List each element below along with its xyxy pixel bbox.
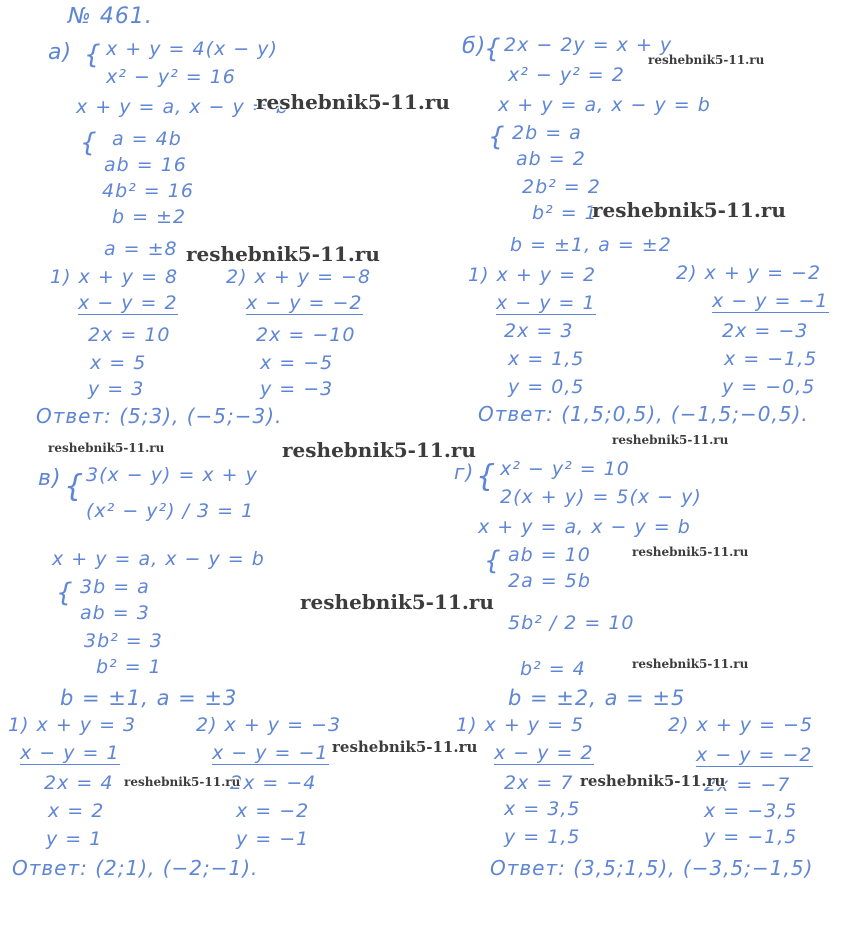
equation: y = 0,5: [508, 376, 585, 398]
equation: y = 1,5: [504, 826, 581, 848]
equation: x = −5: [260, 352, 334, 374]
equation: b² = 1: [96, 656, 162, 678]
equation: y = −1,5: [704, 826, 798, 848]
part-g-label: г): [454, 460, 475, 484]
watermark: reshebnik5-11.ru: [332, 738, 478, 756]
watermark: reshebnik5-11.ru: [592, 198, 786, 222]
equation: b = ±1, a = ±3: [60, 686, 238, 710]
equation: y = 3: [88, 378, 145, 400]
equation: y = −0,5: [722, 376, 816, 398]
equation: b² = 4: [520, 658, 586, 680]
equation: x = 1,5: [508, 348, 585, 370]
case-1: 1) x + y = 8: [50, 266, 179, 288]
equation: 2x = −7: [704, 774, 791, 796]
equation: 2a = 5b: [508, 570, 591, 592]
equation: x − y = −2: [696, 744, 813, 766]
case-2: 2) x + y = −5: [668, 714, 814, 736]
system-brace: {: [488, 122, 506, 152]
system-brace: {: [476, 459, 497, 494]
watermark: reshebnik5-11.ru: [186, 242, 380, 266]
watermark: reshebnik5-11.ru: [282, 438, 476, 462]
equation: x − y = −1: [712, 290, 829, 312]
equation: (x² − y²) / 3 = 1: [86, 500, 255, 522]
equation: 2x = −10: [256, 324, 356, 346]
equation: ab = 2: [516, 148, 586, 170]
equation: x − y = −1: [212, 742, 329, 764]
system-brace: {: [484, 546, 502, 576]
system-brace: {: [484, 34, 502, 64]
equation: 2b² = 2: [522, 176, 601, 198]
equation: b = ±2: [112, 206, 187, 228]
answer: Ответ: (2;1), (−2;−1).: [12, 856, 259, 880]
answer: Ответ: (3,5;1,5), (−3,5;−1,5): [490, 856, 814, 880]
case-1: 1) x + y = 5: [456, 714, 585, 736]
equation: x = −3,5: [704, 800, 798, 822]
equation: ab = 10: [508, 544, 591, 566]
equation: x = −2: [236, 800, 310, 822]
equation: 2x = 4: [44, 772, 114, 794]
watermark: reshebnik5-11.ru: [580, 772, 726, 790]
equation: 2x = 7: [504, 772, 574, 794]
equation: x² − y² = 10: [500, 458, 630, 480]
watermark: reshebnik5-11.ru: [48, 441, 165, 455]
watermark: reshebnik5-11.ru: [632, 657, 749, 671]
equation: b = ±2, a = ±5: [508, 686, 686, 710]
case-2: 2) x + y = −8: [226, 266, 372, 288]
system-brace: {: [56, 578, 74, 608]
case-2: 2) x + y = −3: [196, 714, 342, 736]
equation: x − y = 2: [78, 292, 178, 314]
equation: x = 3,5: [504, 798, 581, 820]
case-1: 1) x + y = 2: [468, 264, 597, 286]
equation: y = 1: [46, 828, 103, 850]
equation: x − y = 1: [496, 292, 596, 314]
equation: ab = 3: [80, 602, 150, 624]
watermark: reshebnik5-11.ru: [256, 90, 450, 114]
equation: 2x = 10: [88, 324, 171, 346]
equation: 2x = −3: [722, 320, 809, 342]
equation: x − y = 1: [20, 742, 120, 764]
equation: 4b² = 16: [102, 180, 194, 202]
equation: a = 4b: [112, 128, 182, 150]
equation: b = ±1, a = ±2: [510, 234, 672, 256]
equation: a = ±8: [104, 238, 178, 260]
equation: x − y = 2: [494, 742, 594, 764]
equation: 3b² = 3: [84, 630, 163, 652]
answer: Ответ: (1,5;0,5), (−1,5;−0,5).: [478, 402, 809, 426]
substitution: x + y = a, x − y = b: [52, 548, 265, 570]
watermark: reshebnik5-11.ru: [124, 775, 241, 789]
equation: 2b = a: [512, 122, 582, 144]
watermark: reshebnik5-11.ru: [612, 433, 729, 447]
case-2: 2) x + y = −2: [676, 262, 822, 284]
equation: 2(x + y) = 5(x − y): [500, 486, 702, 508]
equation: 2x = 3: [504, 320, 574, 342]
watermark: reshebnik5-11.ru: [632, 545, 749, 559]
equation: x − y = −2: [246, 292, 363, 314]
equation: 3(x − y) = x + y: [86, 464, 258, 486]
equation: x² − y² = 2: [508, 64, 625, 86]
equation: x = 5: [90, 352, 147, 374]
system-brace: {: [84, 40, 102, 70]
substitution: x + y = a, x − y = b: [498, 94, 711, 116]
equation: y = −3: [260, 378, 334, 400]
equation: b² = 1: [532, 202, 598, 224]
watermark: reshebnik5-11.ru: [648, 53, 765, 67]
system-brace: {: [80, 128, 98, 158]
part-a-label: а): [48, 40, 73, 65]
answer: Ответ: (5;3), (−5;−3).: [36, 404, 283, 428]
equation: ab = 16: [104, 154, 187, 176]
equation: x = −1,5: [724, 348, 818, 370]
problem-number: № 461.: [68, 4, 153, 29]
equation: 2x − 2y = x + y: [504, 34, 673, 56]
case-1: 1) x + y = 3: [8, 714, 137, 736]
equation: 2x = −4: [230, 772, 317, 794]
equation: y = −1: [236, 828, 310, 850]
watermark: reshebnik5-11.ru: [300, 590, 494, 614]
substitution: x + y = a, x − y = b: [76, 96, 289, 118]
equation: 5b² / 2 = 10: [508, 612, 635, 634]
substitution: x + y = a, x − y = b: [478, 516, 691, 538]
equation: x + y = 4(x − y): [106, 38, 278, 60]
equation: x = 2: [48, 800, 105, 822]
part-b-label: б): [462, 34, 487, 59]
part-v-label: в): [38, 466, 62, 491]
system-brace: {: [64, 469, 85, 504]
equation: x² − y² = 16: [106, 66, 236, 88]
equation: 3b = a: [80, 576, 150, 598]
